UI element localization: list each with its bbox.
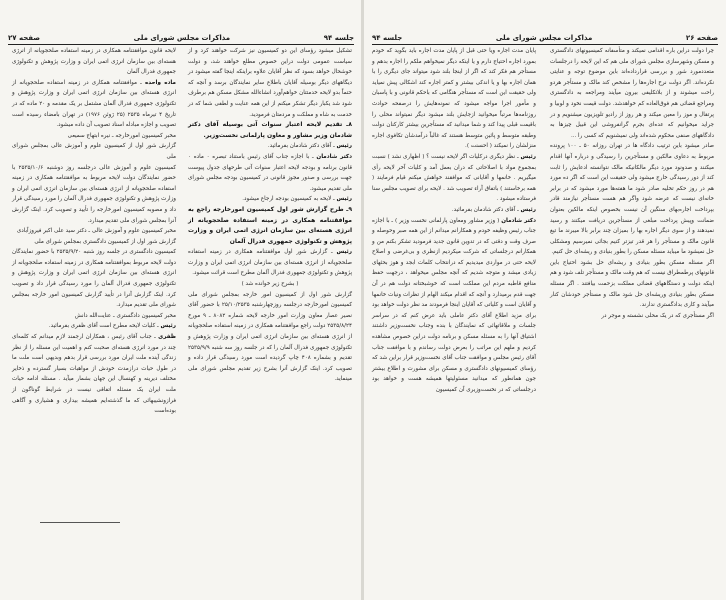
ink-mark [40, 522, 120, 523]
paragraph [188, 290, 352, 385]
speaker-name: رئیس [336, 196, 352, 203]
right-session: جلسه ۹۴ [372, 34, 403, 42]
paragraph-text: مخبر کمیسیون امورخارجه ـ نیره ابتهاج سمیعی [67, 132, 176, 139]
paragraph-text: کمیسیون دادگستری در جلسه روز شنبه ۲۵۳۵/۹/۲۰ با حضور نمایندگان دولت لایحه مربوط بموافقتنامه همکاری در زمینه استفاده صلحجویانه از انرژی هسته‌ای بین سازمان انرژی اتمی ایران و وزارت پژوهش و تکنولوژی جمهوری فدرال آلمان را مورد رسیدگی قرار داد و تصویب کرد. اینک گزارش آنرا در تأیید گزارش کمیسیون امور خارجه بمجلس شورای ملی تقدیم میدارد. [12, 249, 176, 309]
right-page-header [372, 30, 718, 42]
paragraph [188, 152, 352, 194]
speaker-name: ماده واحده [144, 79, 176, 86]
paragraph [550, 311, 714, 322]
paragraph-text: ـ کلیات لایحه مطرح است آقای ظفری بفرمائید. [48, 323, 161, 330]
paragraph [12, 237, 176, 248]
paragraph-text: اگر مسئله مسکن بطور بنیادی و ریشه‌ای حل بشود احتیاج باین قانونهای پرطمطراق نیست که هم وقت مالک و مستأجر تلف شود و هم اینکه دولت و دستگاههای قضائی مملکت بزحمت بیافتند . اگر مسئله مسکن بطور بنیادی وریشه‌ای حل شود مالک و مستأجر خودشان کنار میآیند و کاری بدادگستری ندارند. [550, 259, 714, 309]
paragraph [12, 311, 176, 322]
paragraph [188, 279, 352, 290]
paragraph-text: تشکیل میشود رؤسای این دو کمیسیون نیز شرکت خواهند کرد و از سیاست عمومی دولت دراین خصوص مطلع خواهند شد، و دولت خوشحال خواهد بسود که نظر آقایان علاوه براینکه اینجا گفته میشود در دیگاههای دیگر بوسیله آقایان باطلاع سایر نمایندگان برسد و آنچه که حتماً بدو لایحه خدمتتان خواهم‌آورد انشاءالله مشکل مسکن هم برطرف شود شد یکبار دیگر تشکر میکنم از این همه عنایت و لطفی شما که در خدمت به شاه و مملکت و مردمتان فرمودید. [188, 48, 352, 118]
header-rule [372, 44, 718, 46]
paragraph [12, 131, 176, 142]
speaker-name: ظفری [158, 334, 176, 341]
speaker-name: رئیس [336, 249, 352, 256]
paragraph [188, 46, 352, 120]
paragraph-text: ۸ـ تقدیم لایحه اعتبار سنوات آتی بوسیله آقای دکتر شادمان وزیر مشاور و معاون پارلمانی نخست‌وزیر. [188, 121, 352, 139]
speaker-name: رئیس [520, 153, 536, 160]
paragraph-text: ـ لایحه به کمیسیون بودجه ارجاع میشود. [242, 196, 337, 203]
left-page-column-right [188, 46, 352, 385]
paragraph [372, 205, 536, 216]
paragraph [12, 163, 176, 227]
paragraph-text: چرا دولت دراین باره اقدامی نمیکند و متأسفانه کمیسیونهای دادگستری و مسکن وشهرسازی مجلس شورای ملی هم که این لایحه را درجلسات متعددمورد شور و بررسی قرارداده‌اند باین موضوع توجه و عنایتی نکرده‌اند. اگر دولت نرخ اجاره‌ها را مشخص کند مالک و مستأجر هردو راحت میشوند و از بلاتکلیفی بیرون میآیند ومراجعه به دادگستری ومراجع قضائی هم فوق‌العاده کم خواهدشد. دولت قیمت نخود و لوبیا و پرتقال و موز را معین میکند و هر روز از رادیو تلویزیون میشنویم و در جراید میخوانیم که عده‌ای بجرم گرانفروشی این قبیل چیزها به دادگاههای صنفی محکوم شده‌اند ولی نمیشنویم که کسی را ... [550, 48, 714, 139]
paragraph-text: ـ نظر دیگری درکلیات اگر لایحه نیست ؟ ( اظهاری نشد ) نسبت بمجموع مواد با اصلاحاتی که دران بعمل آمد و کلیات آخر لایحه رأی میگیریم . خانمها و آقایانی که موافقند خواهش میکنم قیام فرمایند ( همه برخاستند ) باتفاق آراء تصویب شد . لایحه برای تصویب مجلس سنا فرستاده میشود . [372, 153, 536, 203]
paragraph [12, 332, 176, 417]
paragraph-text: ـ آقای دکتر شادمان بفرمائید. [267, 143, 337, 150]
agenda-heading [188, 120, 352, 141]
right-page-column-left [372, 46, 536, 396]
paragraph [12, 247, 176, 311]
paragraph [372, 216, 536, 396]
paragraph [550, 141, 714, 258]
right-page-column-right [550, 46, 714, 321]
paragraph-text: ۹ـ طرح گزارش شور اول کمیسیون امورخارجه راجع به موافقتنامه همکاری در زمینه استفاده صلحجویانه از انرژی هسته‌ای بین سازمان انرژی اتمی ایران و وزارت پژوهش و تکنولوژی جمهوری فدرال آلمان [188, 205, 352, 245]
paragraph-text: مخبر کمیسیون علوم و آموزش عالی ـ دکتر سید علی اکبر فیروزآبادی [16, 228, 176, 235]
paragraph [188, 141, 352, 152]
left-page-number: صفحه ۲۷ [8, 34, 41, 42]
speaker-name: دکتر شادمان [316, 153, 353, 160]
left-title: مذاکرات مجلس شورای ملی [133, 34, 231, 42]
paragraph-text: ( وزیر مشاور ومعاون پارلمانی نخست وزیر ) ـ با اجازه جناب رئیس وظیفه خودم و همکارانم میدانم از این همه صبر وحوصله و صرف وقت و دقتی که در تدوین قانون جدید فرمودید تشکر بکنم من و همکارانم درجلساتی که شرکت میکردیم ازنظری و بی‌غرضی و اصلاح لایحه حتی در مواردی میدیدیم که درانتخاب کلمات ابجد و هوز بحثهای زیادی میشد و متوجه شدیم که آنچه مجلس میخواهد ، درجهت حفظ منافع قاطبه مردم این مملکت است که خوشبختانه دولت هم در آن جهت قدم برمیدارد و آنچه که اقدام میکند الهام از تظرات ونیات خانمها و آقایان است و کلیاتی که آقایان اینجا فرمودند مد نظر دولت خواهد بود برای مزید اطلاع آقای دکتر عاملی باید عرض کنم که در سراسر جلسات و ملاقاتهائی که نمایندگان با بنده وجناب نخست‌وزیر داشتند اشتیاق آنها را به مسئله مسکن و برنامه دولت دراین خصوص مشاهده کردیم و ملهم این مراتب را بعرض دولت رساندم و با موافقت جناب آقای رئیس مجلس و موافقت جناب آقای نخست‌وزیر قرار براین شد که رؤسای کمیسیونهای دادگستری و مسکن برای مشورت و اطلاع بیشتر جون همانطور که میدانید مسئولیتها همیشه هست و خواهد بود درجلساتی که در نخست‌وزیری آن کمیسیون [372, 217, 536, 393]
paragraph [12, 321, 176, 332]
paragraph-text: اگر مستأجری که در یک محلی نشسته و موجر در [601, 312, 714, 319]
paragraph-text: گزارش شور اول از کمیسیون امور خارجه بمجلس شورای ملی کمیسیون امورخارجه درجلسه روزچهارشنبه ۲۵/۱۰/۲۵۳۵ با حضور آقای نصیر عصار معاون وزارت امور خارجه لایحه شماره ۸۰۸۲ ـ ۹ مورخ ۲۵۳۵/۸/۲۴ دولت راجع موافقتنامه همکاری در زمینه استفاده صلحجویانه از انرژی هسته‌ای بین سازمان انرژی اتمی ایران و وزارت پژوهش و تکنولوژی جمهوری فدرال آلمان را که در جلسه روز سه شنبه ۲۵۳۵/۹/۹ تقدیم و بشماره ۴۰۸ چاپ گردیده است مورد رسیدگی قرار داده و تصویب کرد. اینک گزارش آنرا بشرح زیر تقدیم مجلس شورای ملی مینماید. [188, 291, 352, 383]
paragraph-text: ( بشرح زیر خوانده شد ) [241, 281, 299, 288]
paragraph-text: پایان مدت اجاره ویا حتی قبل از پایان مدت اجاره باید بگوید که خودم بمورد اجاره احتیاج دارم و یا اینکه دیگر نمیخواهم ملکم را اجاره بدهم و مستأجر هم فکر کند که اگر از اینجا بلند شود میتواند جای دیگری را با همان اجاره بها و یا اندکی بیشتر و کمتر اجاره کند اشکالی پیش نمیاید ولی حقیقت این است که مستأجر هنگامی که باحکم قانونی و با پاسبان و مأمور اجرا مواجه میشود که نمونه‌هایش را درصفحه حوادث روزنامه‌ها مرتباً میخوانید ازجایش بلند میشود دیگر نمیتواند محلی را باقیمت قبلی پیدا کند و شما میدانید که مستأجرین بیشتر کارکنان دولت وطبقه متوسط و پائین متوسط هستند که غالباً درآمدشان تکافوی اجاره منزلشان را نمیکند ( احسنت ). [372, 48, 536, 150]
speaker-name: دکتر شادمان [501, 217, 536, 224]
paragraph [188, 247, 352, 279]
paragraph [372, 46, 536, 152]
paragraph [12, 78, 176, 131]
paragraph-text: ـ جناب آقای رئیس ، همکاران ارجمند لازم میدانم که کلمه‌ای چند در مورد انرژی هسته‌ای صحبت کنم و اهمیت این مسئله را از نظر زندگی آینده ملت ایران مورد بررسی قرار بدهم وبدیهی است ملت ما در طول حیات درازمدت خودش از مواهبات بسیار گسترده و ذخایر مختلف دیرینه و کهنسال این جهان بشمار میآید . مسئله ادامه حیات ملت ایران یک مسئله اتفاقی نیست در شرایط گوناگون از فرازونشیبهائی که ما گذشته‌ایم همیشه بیداری و هشیاری و آگاهی بوده‌است [12, 334, 176, 415]
paragraph-text: صادر میشود باین ترتیب دادگاه ها در تهران روزانه ۵۰ ـ ۱۰۰ پرونده مربوط به دعاوی مالکین و مستأجرین را رسیدگی و درباره آنها اقدام میکنند و صدونود مورد دیگر مالکانیکه مالک نتوانسته ادعایش را ثابت کند از دور رسیدگی خارج میشود ولی حقیقت این است که اگر ده مورد هم در روز حکم تخلیه صادر شود ما هفته‌ها مورد میشود که در برابر خانه‌ای نیست که عرضه شود واگر هم هست مستأجر نیازمند قادر بپرداخت اجاره‌بهای سنگین آن نیست بخصوص اینکه مالکین بعنوان ضمانت وپیش پرداخت مبلغی از مستأجرین دریافت میکنند و رسید نمیدهند و از سوی دیگر اجاره بها را بمیزان چند برابر بالا میبرند ما تیغ قانون مالک و مستأجر را هر قدر تیزتر کنیم بجائی نمیرسیم ومشکلی حل نمیشود ما میباید مسئله مسکن را بطور بنیادی و ریشه‌ای حل کنیم. [550, 143, 714, 256]
paragraph-text: گزارش شور اول از کمیسیون دادگستری بمجلس شورای ملی [34, 238, 176, 245]
paragraph [550, 258, 714, 311]
paragraph [550, 46, 714, 141]
right-title: مذاکرات مجلس شورای ملی [495, 34, 593, 42]
paragraph-text: ـ با اجازه جناب آقای رئیس باستناد تبصره ۰ ماده ۰ قانون برنامه و بودجه لایحه اعتبار سنوات آتی طرحهای جدول پیوست جهت بررسی و صدور مجوز قانونی در کمیسیون بودجه مجلس شورای ملی تقدیم میشود. [188, 153, 352, 192]
paragraph [12, 226, 176, 237]
right-page-number: صفحه ۲۶ [685, 34, 718, 42]
paragraph [12, 46, 176, 78]
left-page-header [8, 30, 354, 42]
agenda-heading [188, 205, 352, 247]
right-page [364, 0, 726, 600]
header-rule [8, 44, 354, 46]
paragraph-text: کمیسیون علوم و آموزش عالی درجلسه روز دوشنبه ۲۵۳۵/۱۰/۶ با حضور نمایندگان دولت لایحه مربوط به موافقتنامه همکاری در زمینه استفاده صلحجویانه از انرژی هسته‌ای بین سازمان انرژی اتمی ایران و وزارت پژوهش و تکنولوژی جمهوری فدرال آلمان را مورد رسیدگی قرار داد و مصوبه کمیسیون امورخارجه را تأیید و تصویب کرد. اینک گزارش آنرا بمجلس شورای ملی تقدیم میدارد. [12, 164, 176, 224]
left-page [0, 0, 362, 600]
paragraph [188, 194, 352, 205]
speaker-name: رئیس [160, 323, 176, 330]
left-session: جلسه ۹۴ [323, 34, 354, 42]
speaker-name: رئیس [336, 143, 352, 150]
paragraph-text: مخبر کمیسیون دادگستری ـ عنایت‌الله دانش [74, 312, 176, 319]
paragraph-text: ـ گزارش شور اول موافقتنامه همکاری در زمینه استفاده صلحجویانه از انرژی هسته‌ای بین سازمان انرژی اتمی ایران و وزارت پژوهش و تکنولوژی جمهوری فدرال آلمان مطرح است قرائت میشود. [188, 249, 352, 277]
paragraph-text: ـ موافقتنامه همکاری در زمینه استفاده صلحجویانه از انرژی هسته‌ای بین سازمان انرژی اتمی ایران و وزارت پژوهش و تکنولوژی جمهوری فدرال آلمان مشتمل بر یک مقدمه و ۲۰ ماده که در تاریخ ۴ تیرماه ۲۵۳۵ (۲۵ ژوئن ۱۹۷۶) در تهران بامضاء رسیده است تصویب و اجازه مبادله اسناد تصویب آن داده میشود. [12, 79, 177, 129]
paragraph [372, 152, 536, 205]
paragraph-text: لایحه قانون موافقتنامه همکاری در زمینه استفاده صلحجویانه از انرژی هسته‌ای بین سازمان انرژی اتمی ایران و وزارت پژوهش و تکنولوژی جمهوری فدرال آلمان [12, 48, 176, 76]
paragraph [12, 141, 176, 162]
paragraph-text: ـ آقای دکتر شادمان بفرمائید. [451, 206, 521, 213]
speaker-name: رئیس [520, 206, 536, 213]
paragraph-text: گزارش شور اول از کمیسیون علوم و آموزش عالی بمجلس شورای ملی [12, 143, 176, 160]
left-page-column-left [12, 46, 176, 417]
